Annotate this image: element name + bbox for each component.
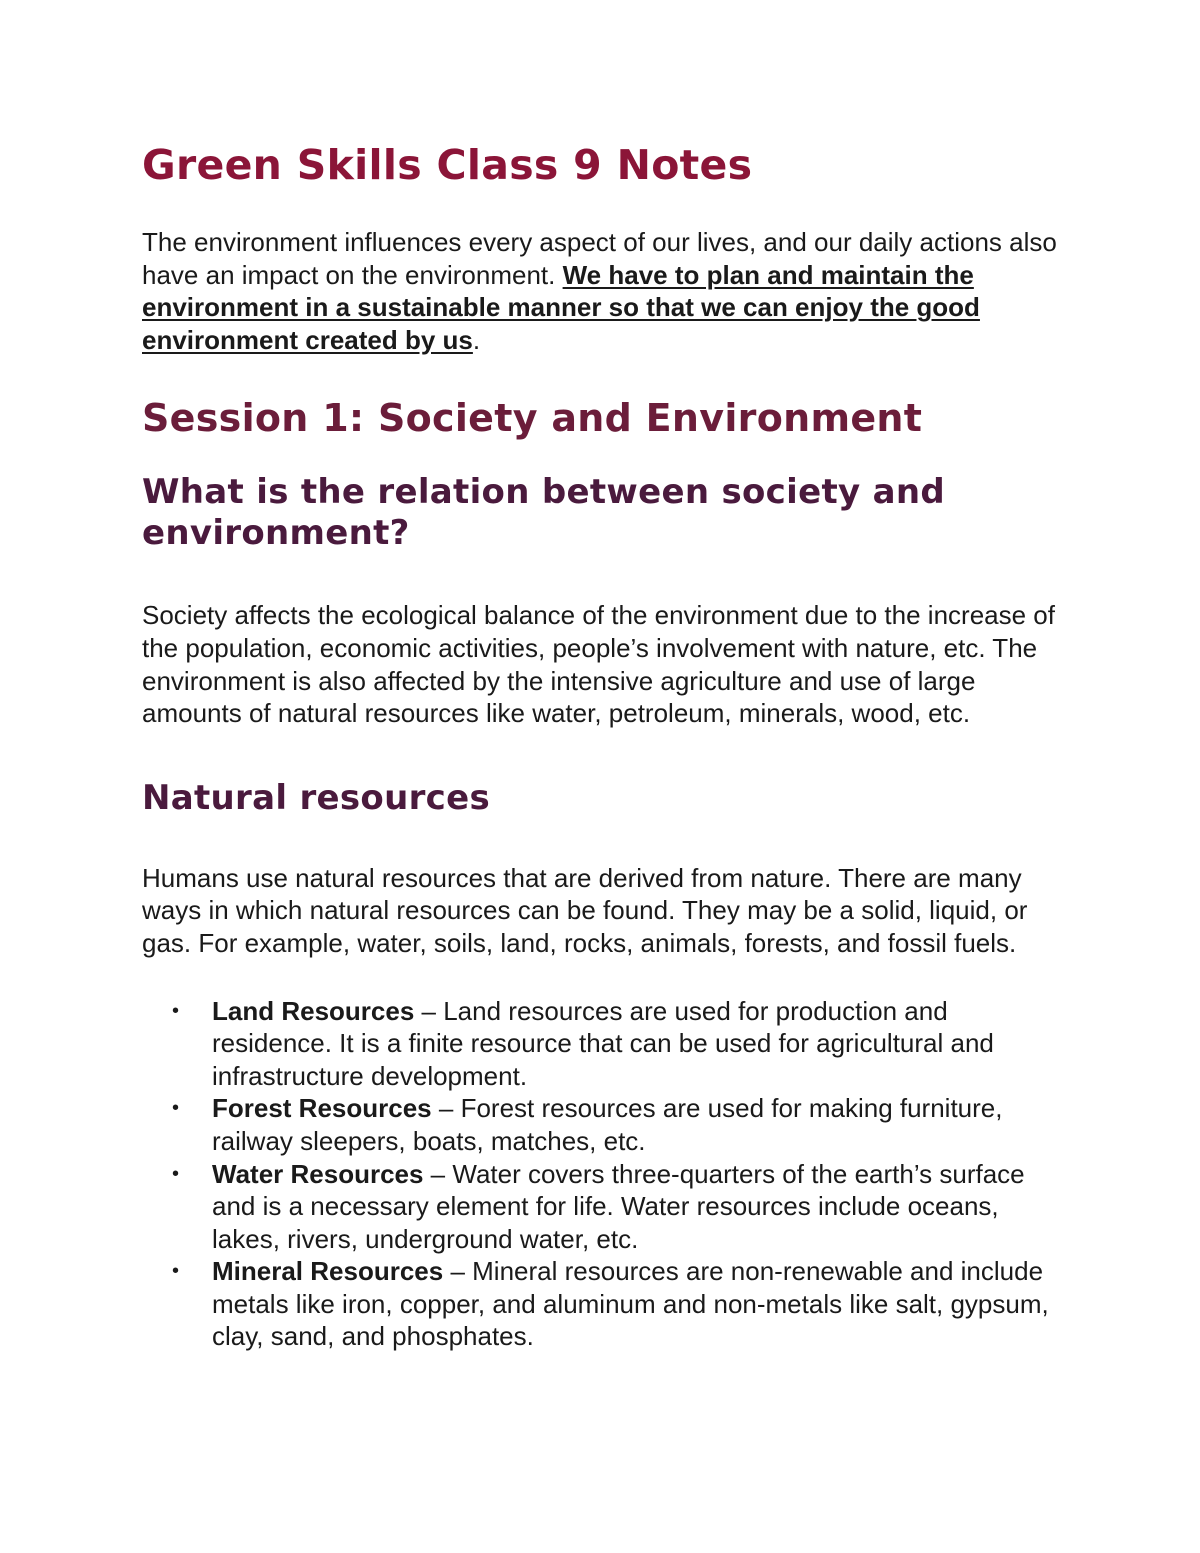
resource-name: Forest Resources [212, 1093, 432, 1124]
society-paragraph: Society affects the ecological balance of the environment due to the increase of the population, economic activities, people’s involvement with nature, etc. The environment is also affected by the intensive agriculture and use of large amounts of natural resources like water, petroleum, minerals, wood, etc. [142, 600, 1055, 729]
natural-resources-heading: Natural resources [142, 777, 491, 818]
resource-description: Forest resources are used for making furniture, railway sleepers, boats, matches, etc. [212, 1093, 1003, 1156]
session-heading: Session 1: Society and Environment [142, 396, 923, 441]
resource-separator: – [423, 1158, 453, 1189]
list-item-land-resources [142, 995, 1062, 1093]
intro-text: The environment influences every aspect of our lives, and our daily actions also have an impact on the environment. [142, 227, 1057, 290]
resource-description: Mineral resources are non-renewable and include metals like iron, copper, and aluminum and non-metals like salt, gypsum, clay, sand, and phosphates. [212, 1256, 1049, 1352]
bullet-icon: • [172, 999, 180, 1022]
list-item-mineral-resources [142, 1255, 1062, 1353]
list-item-forest-resources [142, 1092, 1062, 1157]
list-item-water-resources [142, 1158, 1062, 1256]
resource-list [142, 995, 1062, 1354]
intro-emphasis: We have to plan and maintain the environment in a sustainable manner so that we can enjoy the good environment created by us [142, 259, 980, 355]
resource-name: Mineral Resources [212, 1256, 444, 1287]
bullet-icon: • [172, 1097, 180, 1120]
question-heading: What is the relation between society and environment? [142, 472, 945, 554]
resource-name: Water Resources [212, 1158, 424, 1189]
natural-resources-paragraph: Humans use natural resources that are derived from nature. There are many ways in which natural resources can be found. They may be a solid, liquid, or gas. For example, water, soils, land, rocks, animals, forests, and fossil fuels. [142, 862, 1028, 958]
resource-separator: – [414, 995, 444, 1026]
resource-separator: – [443, 1256, 473, 1287]
bullet-icon: • [172, 1260, 180, 1283]
intro-end: . [472, 324, 481, 355]
resource-name: Land Resources [212, 995, 415, 1026]
intro-paragraph [142, 226, 1062, 356]
resource-separator: – [431, 1093, 461, 1124]
document-page [142, 138, 1062, 1353]
document-title: Green Skills Class 9 Notes [142, 141, 753, 189]
resource-description: Water covers three-quarters of the earth’s surface and is a necessary element for life. Water resources include oceans, lakes, rivers, underground water, etc. [212, 1158, 1025, 1254]
bullet-icon: • [172, 1162, 180, 1185]
resource-description: Land resources are used for production and residence. It is a finite resource that can be used for agricultural and infrastructure development. [212, 995, 994, 1091]
